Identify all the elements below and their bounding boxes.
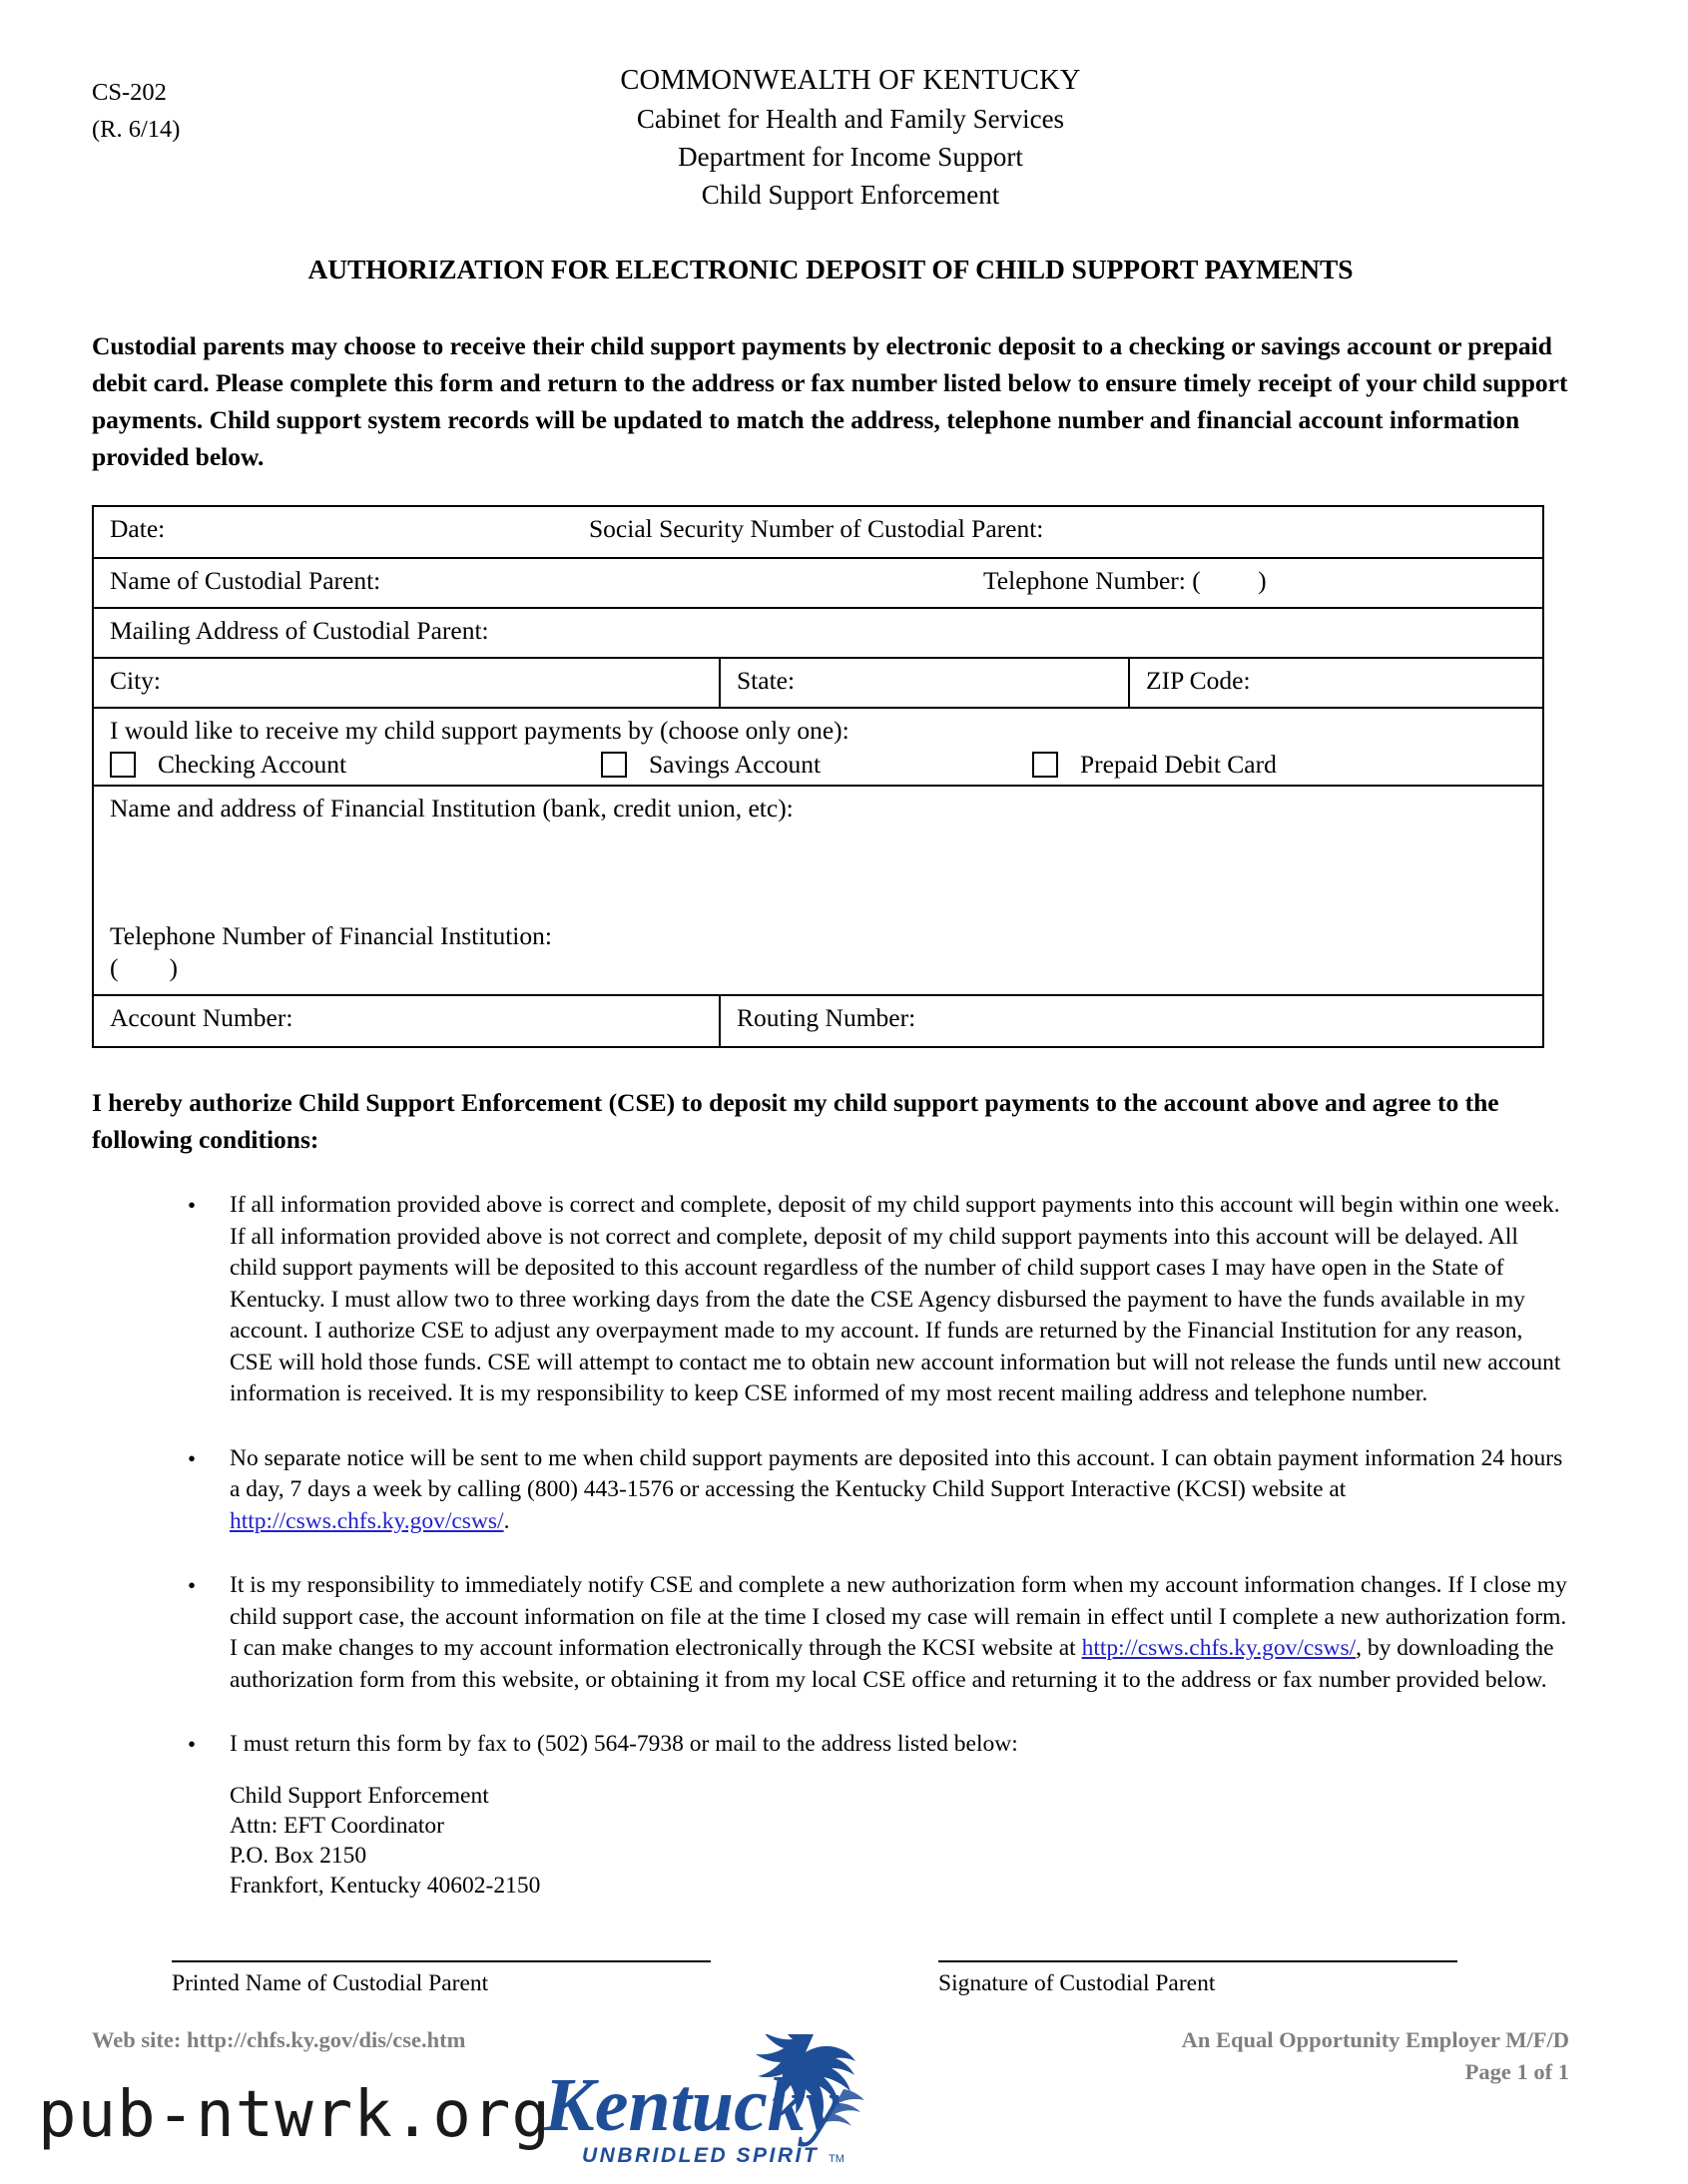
page-title: AUTHORIZATION FOR ELECTRONIC DEPOSIT OF CHILD SUPPORT PAYMENTS	[307, 254, 1354, 284]
condition-text-1: If all information provided above is correct and complete, deposit of my child support payments into this account will begin within one week. If all information provided above is not correct and complete, deposit of my child support payments into this account will be delayed. All child support payments will be deposited to this account regardless of the number of child support cases I may have open in the State of Kentucky. I must allow two to three working days from the date the CSE Agency disbursed the payment to have the funds available in my account. I authorize CSE to adjust any overpayment made to my account. If funds are returned by the Financial Institution for any reason, CSE will hold those funds. CSE will attempt to contact me to obtain new account information but will not release the funds until new account information is received. It is my responsibility to keep CSE informed of my most recent mailing address and telephone number.	[230, 1192, 1561, 1406]
account-number-label: Account Number:	[110, 1003, 293, 1032]
address-line-1: Child Support Enforcement	[230, 1782, 489, 1809]
state-cell[interactable]	[721, 659, 1130, 707]
form-revision: (R. 6/14)	[92, 116, 181, 143]
table-row-date-ssn	[94, 507, 1542, 559]
printed-name-line[interactable]	[172, 1960, 711, 1962]
bullet-icon: •	[188, 1445, 197, 1471]
authorization-statement: I hereby authorize Child Support Enforcement (CSE) to deposit my child support payments to the account above and agree to the following conditions:	[92, 1088, 1499, 1154]
bullet-icon: •	[188, 1573, 197, 1598]
agency-line-2: Cabinet for Health and Family Services	[636, 104, 1065, 134]
checkbox-icon-savings[interactable]	[601, 752, 627, 778]
agency-heading	[92, 62, 1569, 214]
table-row-payment-choice	[94, 709, 1542, 787]
page-number: Page 1 of 1	[1464, 2059, 1569, 2084]
option-label-prepaid: Prepaid Debit Card	[1080, 750, 1277, 779]
option-savings-account[interactable]	[601, 750, 1032, 780]
table-row-name-phone	[94, 559, 1542, 609]
custodial-name-label: Name of Custodial Parent:	[110, 566, 381, 595]
condition-text-4: I must return this form by fax to (502) 564-7938 or mail to the address listed below:	[230, 1731, 1018, 1757]
date-label: Date:	[110, 514, 166, 543]
address-line-3: P.O. Box 2150	[230, 1842, 367, 1869]
condition-text-2-before: No separate notice will be sent to me when child support payments are deposited into this account. I can obtain payment information 24 hours a day, 7 days a week by calling (800) 443-1576 or accessing the Kentucky Child Support Interactive (KCSI) website at	[230, 1444, 1563, 1502]
ssn-label: Social Security Number of Custodial Parent:	[589, 514, 1044, 543]
table-row-fi-telephone	[94, 921, 1542, 996]
kentucky-logo-icon	[544, 2034, 903, 2184]
city-cell[interactable]	[94, 659, 721, 707]
mailing-address-label: Mailing Address of Custodial Parent:	[110, 616, 489, 645]
address-line-2: Attn: EFT Coordinator	[230, 1812, 444, 1839]
return-mailing-address	[172, 1781, 1569, 1901]
printed-name-label: Printed Name of Custodial Parent	[172, 1969, 489, 1996]
table-row-account-routing	[94, 996, 1542, 1046]
option-label-savings: Savings Account	[649, 750, 822, 779]
list-item	[172, 1443, 1569, 1538]
footer-right-block	[1182, 2024, 1569, 2088]
document-body	[92, 62, 1569, 1998]
routing-number-label: Routing Number:	[737, 1003, 916, 1032]
unbridled-spirit-tagline: UNBRIDLED SPIRIT	[582, 2144, 820, 2167]
payment-choice-prompt: I would like to receive my child support payments by (choose only one):	[110, 716, 849, 745]
option-prepaid-debit-card[interactable]	[1032, 750, 1277, 780]
list-item	[172, 1570, 1569, 1696]
ssn-field-cell[interactable]	[573, 507, 1542, 557]
trademark-symbol: TM	[829, 2153, 844, 2165]
zip-label: ZIP Code:	[1146, 666, 1251, 695]
signature-area	[92, 1960, 1569, 1998]
city-label: City:	[110, 666, 162, 695]
form-number: CS-202	[92, 79, 167, 106]
agency-line-3: Department for Income Support	[678, 142, 1023, 172]
form-identifier	[92, 74, 180, 148]
date-field-cell[interactable]	[94, 507, 573, 557]
checkbox-icon-prepaid[interactable]	[1032, 752, 1058, 778]
checkbox-icon-checking[interactable]	[110, 752, 136, 778]
mailing-address-cell[interactable]	[94, 609, 1542, 657]
kentucky-wordmark: Kentucky	[544, 2063, 840, 2147]
applicant-info-table	[92, 505, 1544, 1048]
custodial-name-cell[interactable]	[94, 559, 983, 607]
option-label-checking: Checking Account	[158, 750, 347, 779]
telephone-label: Telephone Number: (	[983, 566, 1201, 595]
fi-telephone-parens: ( )	[110, 953, 178, 982]
condition-text-3-after: , by downloading the authorization form from this website, or obtaining it from my local CSE office and returning it to the address or fax number provided below.	[230, 1635, 1554, 1693]
fi-telephone-label: Telephone Number of Financial Institution:	[110, 921, 552, 950]
agency-line-4: Child Support Enforcement	[701, 180, 1000, 210]
kentucky-unbridled-spirit-logo	[544, 2034, 903, 2184]
condition-text-3-before: It is my responsibility to immediately notify CSE and complete a new authorization form when my account information changes. If I close my child support case, the account information on file at the time I closed my case will remain in effect until I complete a new authorization form. I can make changes to my account information electronically through the KCSI website at	[230, 1572, 1567, 1661]
routing-number-cell[interactable]	[721, 996, 1542, 1046]
printed-name-block	[172, 1960, 938, 1998]
list-item	[172, 1190, 1569, 1410]
state-label: State:	[737, 666, 796, 695]
fi-telephone-cell[interactable]	[94, 921, 1542, 994]
payment-choice-options	[94, 750, 1542, 780]
list-item	[172, 1729, 1569, 1761]
telephone-close-paren: )	[1258, 566, 1267, 595]
condition-text-2-after: .	[503, 1507, 510, 1534]
payment-choice-cell	[94, 709, 1542, 785]
kcsi-website-link[interactable]: http://csws.chfs.ky.gov/csws/	[230, 1507, 504, 1534]
address-line-4: Frankfort, Kentucky 40602-2150	[230, 1872, 541, 1899]
document-header	[92, 62, 1569, 212]
zip-cell[interactable]	[1130, 659, 1542, 707]
table-row-mailing-address	[94, 609, 1542, 659]
bullet-icon: •	[188, 1732, 197, 1757]
conditions-list	[92, 1190, 1569, 1901]
watermark-text: pub-ntwrk.org	[38, 2078, 551, 2152]
table-row-financial-institution	[94, 787, 1542, 921]
kcsi-website-link[interactable]: http://csws.chfs.ky.gov/csws/	[1081, 1635, 1357, 1661]
table-row-city-state-zip	[94, 659, 1542, 709]
signature-block	[938, 1960, 1569, 1998]
financial-institution-cell[interactable]	[94, 787, 1542, 921]
agency-line-1: COMMONWEALTH OF KENTUCKY	[620, 65, 1081, 96]
financial-institution-label: Name and address of Financial Institution (bank, credit union, etc):	[110, 794, 794, 822]
bullet-icon: •	[188, 1193, 197, 1218]
signature-line[interactable]	[938, 1960, 1457, 1962]
option-checking-account[interactable]	[110, 750, 601, 780]
equal-opportunity-statement: An Equal Opportunity Employer M/F/D	[1181, 2027, 1569, 2052]
signature-label: Signature of Custodial Parent	[938, 1969, 1216, 1996]
telephone-cell[interactable]	[983, 559, 1542, 607]
account-number-cell[interactable]	[94, 996, 721, 1046]
footer-website: Web site: http://chfs.ky.gov/dis/cse.htm	[92, 2027, 466, 2052]
intro-paragraph: Custodial parents may choose to receive their child support payments by electronic deposit to a checking or savings account or prepaid debit card. Please complete this form and return to the address or fax number listed below to ensure timely receipt of your child support payments. Child support system records will be updated to match the address, telephone number and financial account information provided below.	[92, 331, 1568, 471]
